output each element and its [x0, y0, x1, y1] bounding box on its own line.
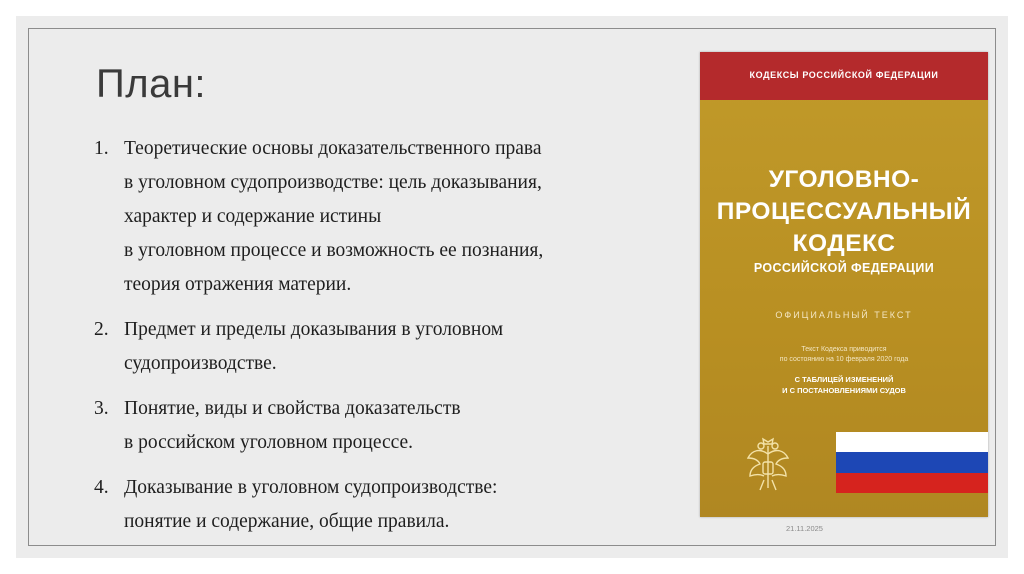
double-headed-eagle-icon — [744, 436, 792, 496]
item-line: теория отражения материи. — [124, 274, 352, 295]
book-title-line: КОДЕКС — [792, 230, 896, 257]
item-line: Теоретические основы доказательственного права — [124, 138, 542, 159]
item-line: Доказывание в уголовном судопроизводстве: — [124, 477, 498, 498]
item-line: понятие и содержание, общие правила. — [124, 511, 450, 532]
book-extra — [700, 374, 988, 396]
slide-title: План: — [96, 62, 207, 106]
flag-stripe-red — [836, 473, 988, 493]
book-subtitle: РОССИЙСКОЙ ФЕДЕРАЦИИ — [753, 261, 935, 275]
item-number: 4. — [94, 477, 109, 498]
list-item — [94, 313, 684, 381]
item-number: 2. — [94, 319, 109, 340]
book-note — [700, 345, 988, 365]
slide — [16, 16, 1008, 558]
item-line: характер и содержание истины — [124, 206, 382, 227]
book-extra-line: И С ПОСТАНОВЛЕНИЯМИ СУДОВ — [782, 386, 906, 395]
russian-flag — [836, 432, 988, 493]
item-text — [124, 392, 684, 460]
item-line: в уголовном судопроизводстве: цель доказывания, — [124, 172, 542, 193]
slide-date: 21.11.2025 — [786, 524, 823, 533]
book-title — [700, 164, 988, 260]
book-note-line: по состоянию на 10 февраля 2020 года — [779, 356, 909, 363]
item-number: 1. — [94, 138, 109, 159]
flag-stripe-white — [836, 432, 988, 452]
item-line: судопроизводстве. — [124, 353, 277, 374]
item-number: 3. — [94, 398, 109, 419]
item-text — [124, 471, 684, 539]
book-title-line: УГОЛОВНО- — [768, 166, 920, 193]
plan-list — [94, 132, 684, 550]
book-title-line: ПРОЦЕССУАЛЬНЫЙ — [716, 198, 972, 225]
list-item — [94, 471, 684, 539]
item-text — [124, 313, 684, 381]
item-line: Понятие, виды и свойства доказательств — [124, 398, 461, 419]
book-cover-image — [700, 52, 988, 517]
book-note-line: Текст Кодекса приводится — [801, 346, 887, 353]
list-item — [94, 132, 684, 302]
book-series-label: КОДЕКСЫ РОССИЙСКОЙ ФЕДЕРАЦИИ — [749, 70, 939, 80]
item-line: в уголовном процессе и возможность ее познания, — [124, 240, 544, 261]
item-line: в российском уголовном процессе. — [124, 432, 414, 453]
item-line: Предмет и пределы доказывания в уголовном — [124, 319, 504, 340]
flag-stripe-blue — [836, 452, 988, 472]
list-item — [94, 392, 684, 460]
item-text — [124, 132, 684, 302]
book-official-text: ОФИЦИАЛЬНЫЙ ТЕКСТ — [775, 310, 913, 320]
book-extra-line: С ТАБЛИЦЕЙ ИЗМЕНЕНИЙ — [794, 375, 894, 384]
